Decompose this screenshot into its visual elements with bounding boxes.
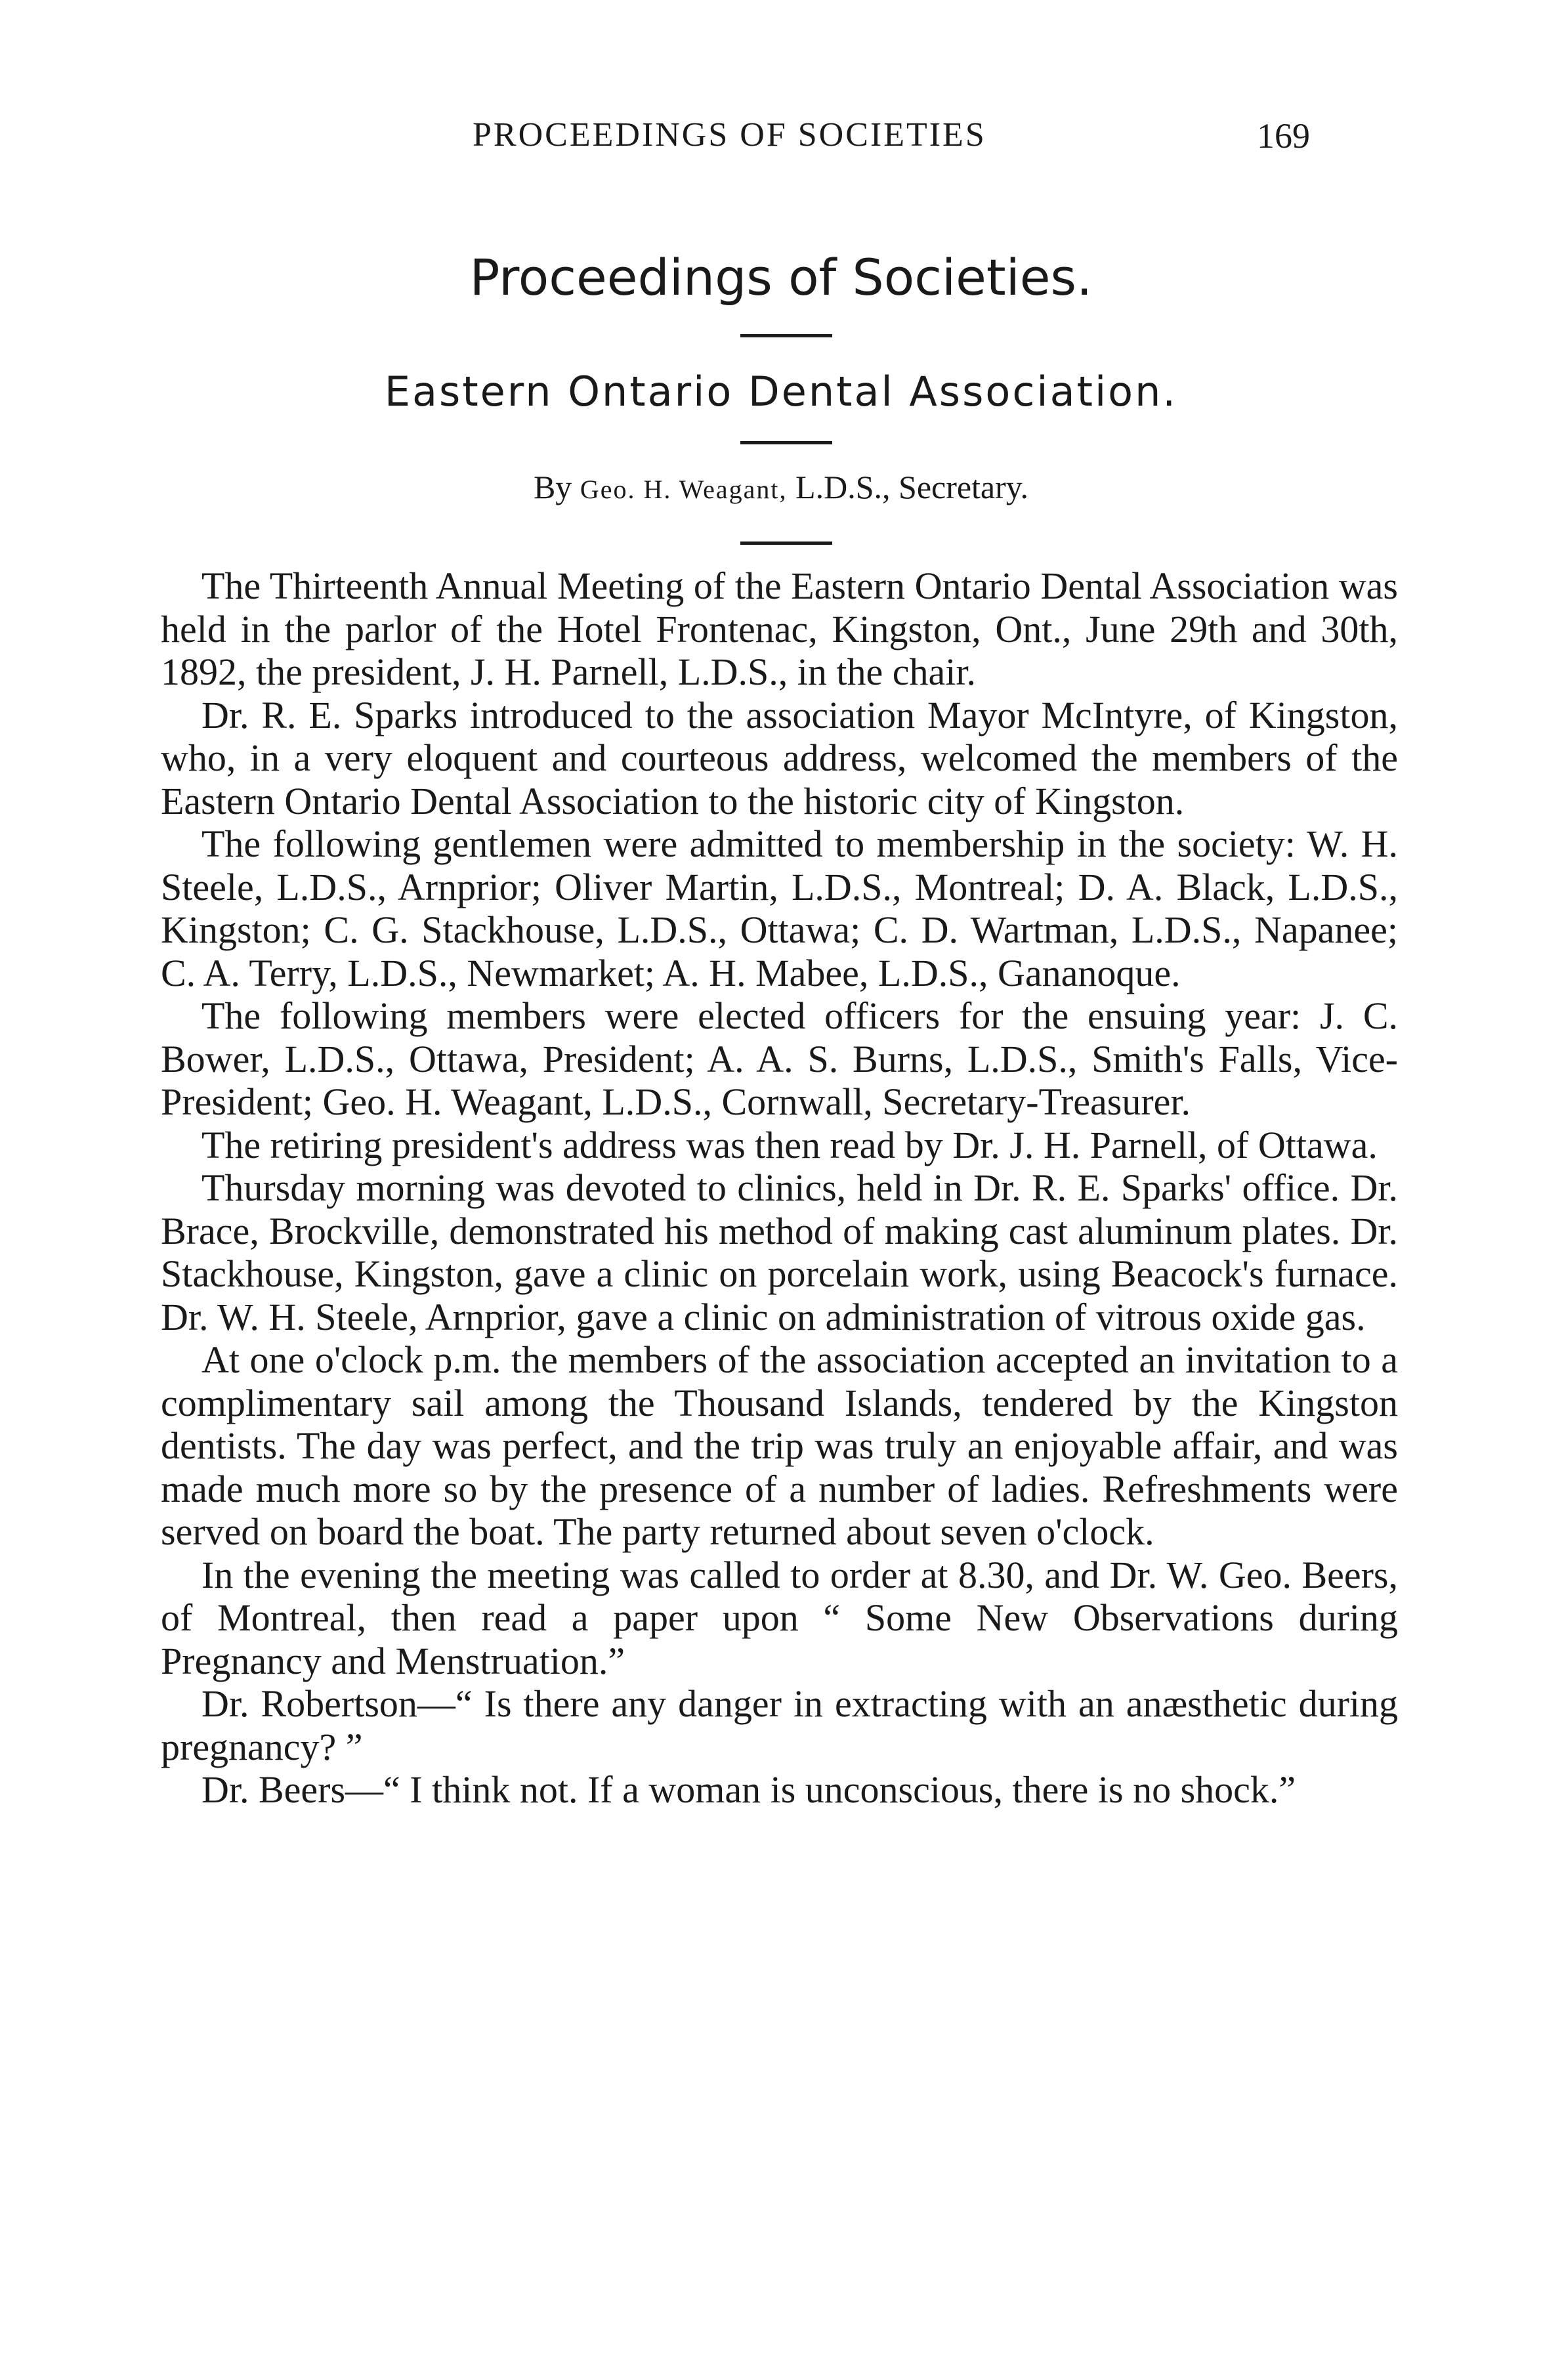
byline-suffix: L.D.S., Secretary.: [795, 469, 1029, 505]
title-rule: [740, 334, 832, 337]
byline-author: Geo. H. Weagant,: [580, 475, 788, 504]
paragraph-5: The retiring president's address was then read by Dr. J. H. Parnell, of Ottawa.: [201, 1123, 1378, 1166]
page-number: 169: [1257, 116, 1310, 156]
paragraph-10: Dr. Beers—“ I think not. If a woman is unconscious, there is no shock.”: [201, 1768, 1296, 1811]
article-title: Proceedings of Societies.: [469, 248, 1093, 307]
byline-prefix: By: [533, 469, 572, 505]
paragraph-2: Dr. R. E. Sparks introduced to the association Mayor McIntyre, of Kingston, who, in a very eloquent and courteous address, welcomed the members of the Eastern Ontario Dental Association to the historic city of Kingston.: [161, 693, 1398, 822]
paragraph-8: In the evening the meeting was called to order at 8.30, and Dr. W. Geo. Beers, of Montreal, then read a paper upon “ Some New Observations during Pregnancy and Menstruation.”: [161, 1553, 1398, 1682]
article-subtitle: Eastern Ontario Dental Association.: [384, 368, 1178, 415]
paragraph-6: Thursday morning was devoted to clinics, held in Dr. R. E. Sparks' office. Dr. Brace, Brockville, demonstrated his method of making cast aluminum plates. Dr. Stackhouse, Kingston, gave a clinic on porcelain work, using Beacock's furnace. Dr. W. H. Steele, Arnprior, gave a clinic on administration of vitrous oxide gas.: [161, 1166, 1398, 1338]
byline-rule: [740, 542, 832, 545]
running-header: [158, 116, 1405, 161]
article-body: [161, 564, 1398, 1812]
subtitle-rule: [740, 441, 832, 444]
paragraph-1: The Thirteenth Annual Meeting of the Eastern Ontario Dental Association was held in the parlor of the Hotel Frontenac, Kingston, Ont., June 29th and 30th, 1892, the president, J. H. Parnell, L.D.S., in the chair.: [161, 564, 1398, 693]
paragraph-4: The following members were elected officers for the ensuing year: J. C. Bower, L.D.S., Ottawa, President; A. A. S. Burns, L.D.S., Smith's Falls, Vice-President; Geo. H. Weagant, L.D.S., Cornwall, Secretary-Treasurer.: [161, 994, 1398, 1123]
byline: [158, 468, 1405, 506]
running-title: PROCEEDINGS OF SOCIETIES: [473, 116, 986, 154]
paragraph-3: The following gentlemen were admitted to membership in the society: W. H. Steele, L.D.S., Arnprior; Oliver Martin, L.D.S., Montreal; D. A. Black, L.D.S., Kingston; C. G. Stackhouse, L.D.S., Ottawa; C. D. Wartman, L.D.S., Napanee; C. A. Terry, L.D.S., Newmarket; A. H. Mabee, L.D.S., Gananoque.: [161, 822, 1398, 994]
paragraph-9: Dr. Robertson—“ Is there any danger in extracting with an anæsthetic during pregnancy? ”: [161, 1682, 1398, 1768]
paragraph-7: At one o'clock p.m. the members of the association accepted an invitation to a complimentary sail among the Thousand Islands, tendered by the Kingston dentists. The day was perfect, and the trip was truly an enjoyable affair, and was made much more so by the presence of a number of ladies. Refreshments were served on board the boat. The party returned about seven o'clock.: [161, 1338, 1398, 1553]
